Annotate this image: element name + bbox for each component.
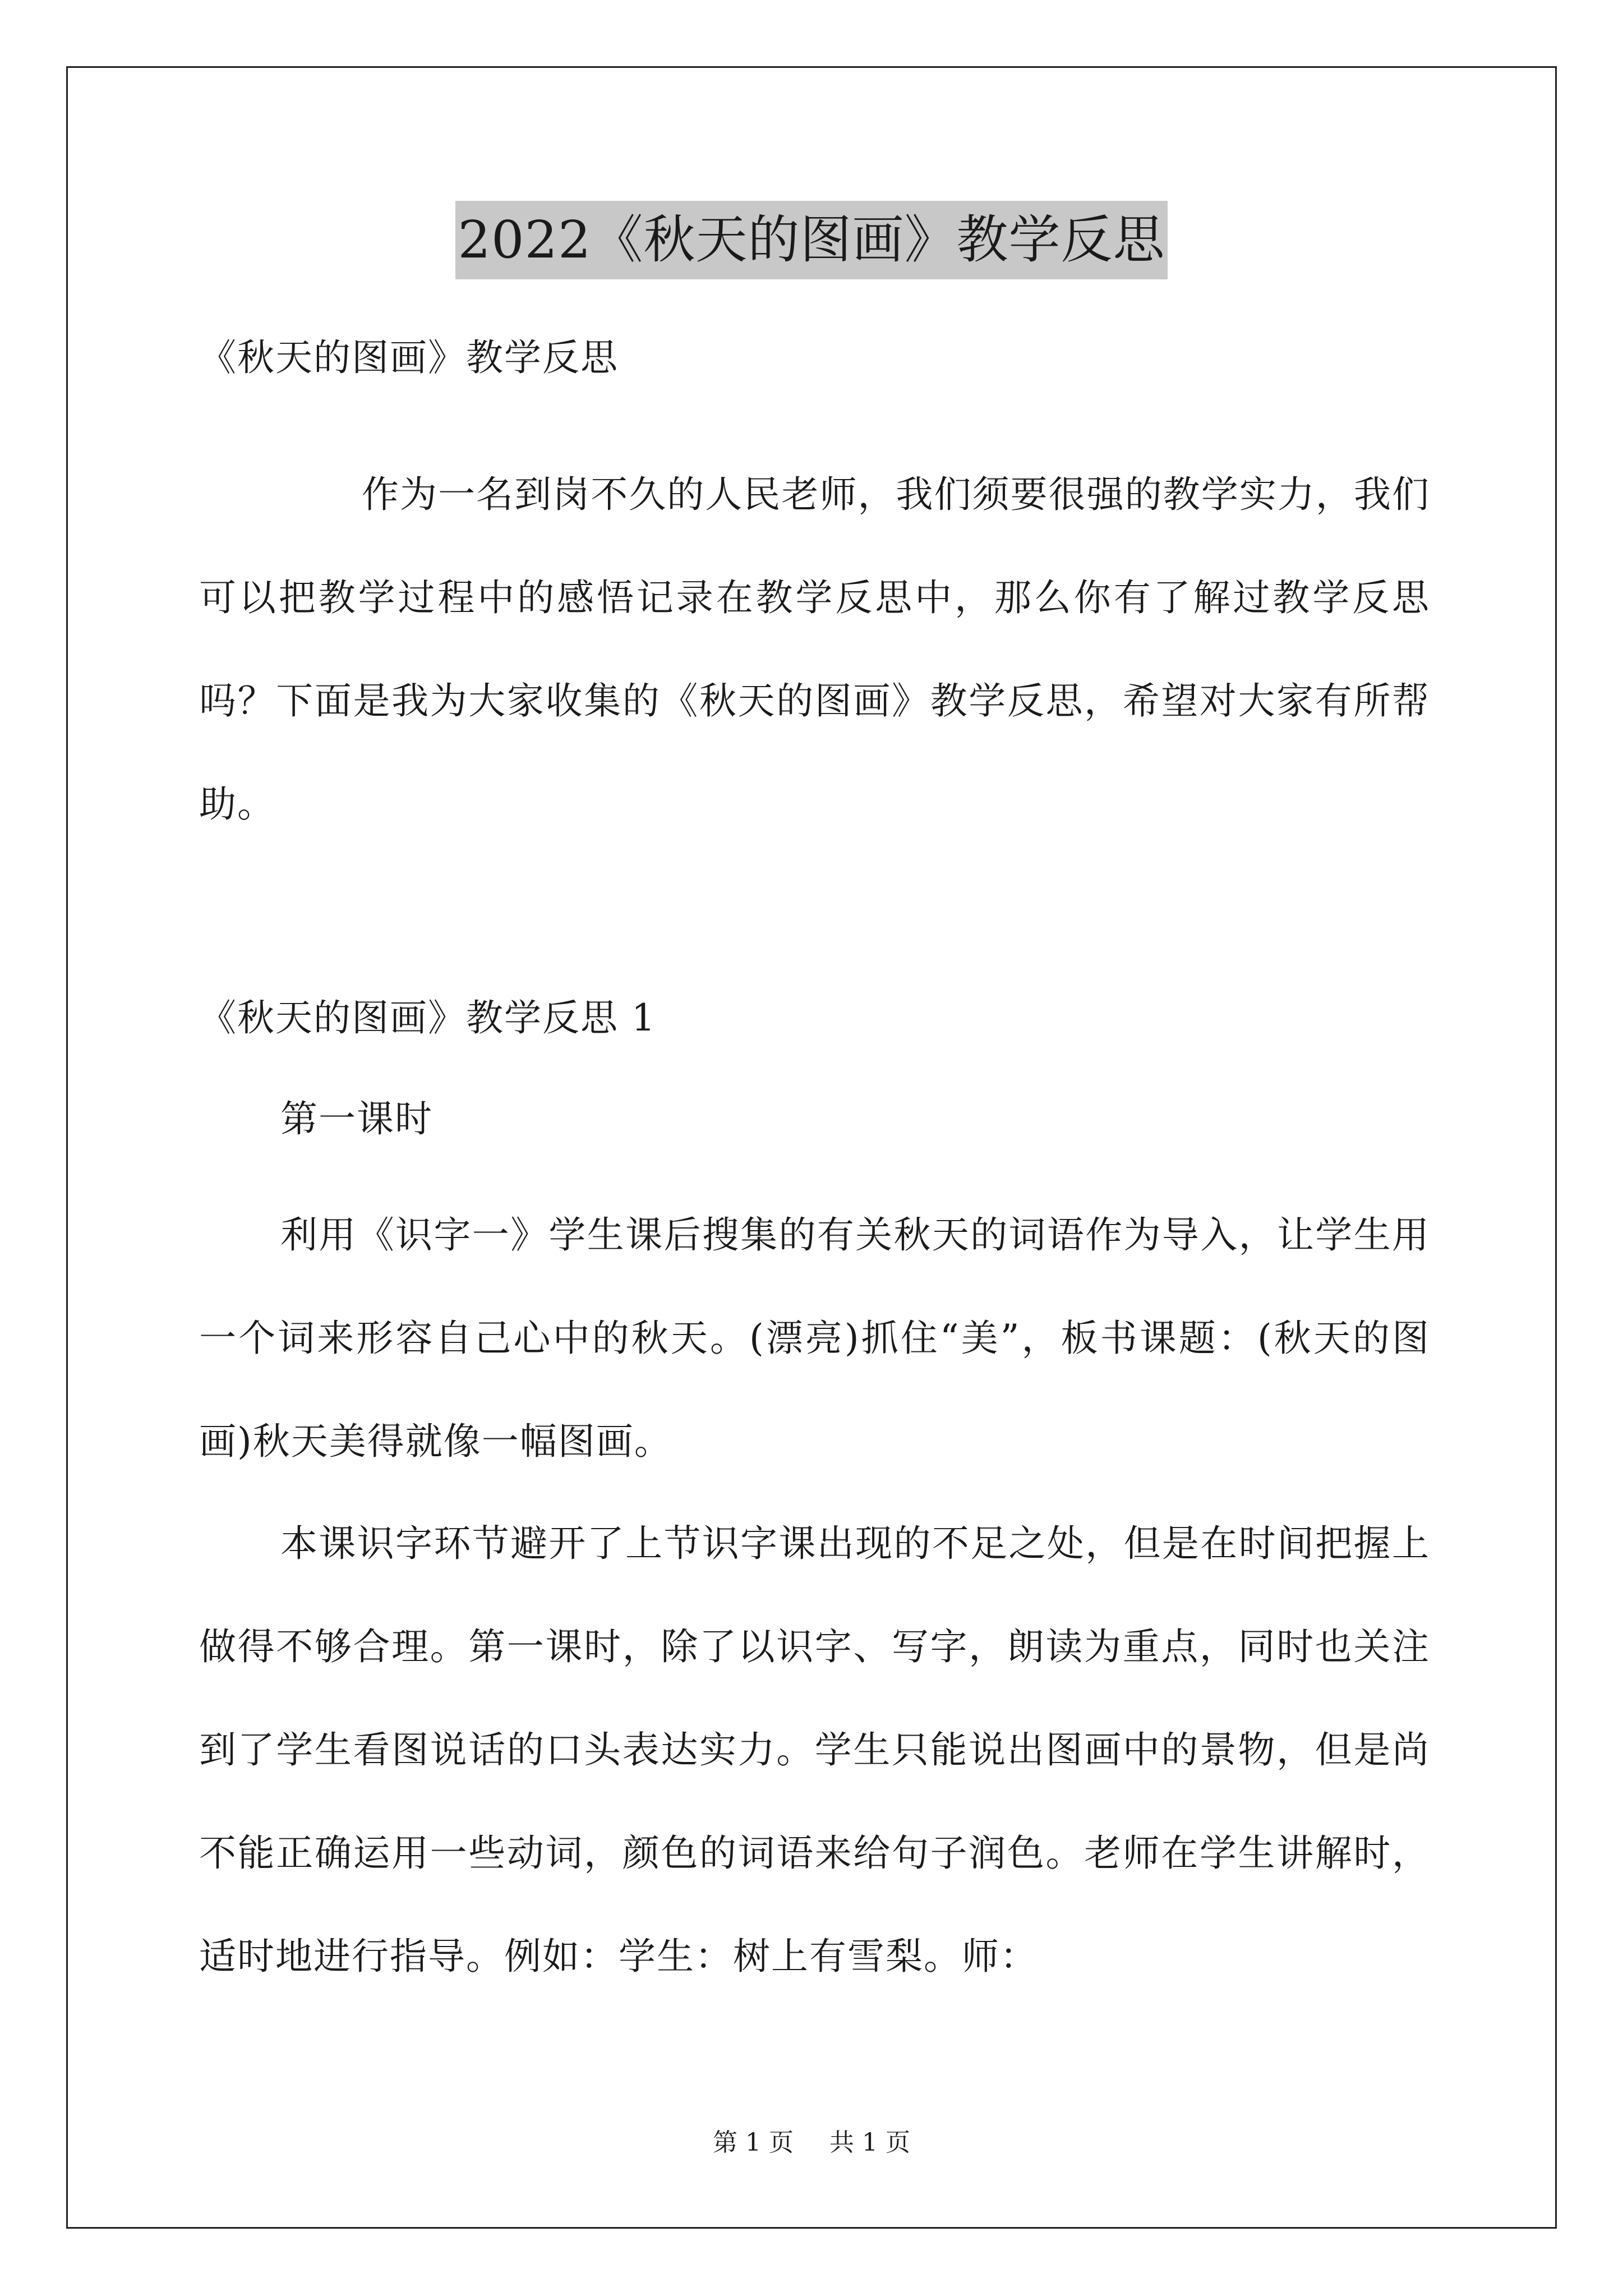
page-total: 共 1 页 (829, 2128, 910, 2157)
body-paragraph: 本课识字环节避开了上节识字课出现的不足之处，但是在时间把握上做得不够合理。第一课时，除了以识字、写字，朗读为重点，同时也关注到了学生看图说话的口头表达实力。学生只能说出图画中的景物，但是尚不能正确运用一些动词，颜色的词语来给句子润色。老师在学生讲解时，适时地进行指导。例如：学生：树上有雪梨。师： (199, 1522, 1430, 1978)
lesson-label: 第一课时 (280, 1097, 433, 1140)
document-subtitle: 《秋天的图画》教学反思 (199, 336, 619, 379)
title-container (0, 201, 1623, 279)
page-footer (0, 2126, 1623, 2160)
page-number: 第 1 页 (713, 2128, 794, 2157)
section-heading: 《秋天的图画》教学反思 1 (199, 996, 656, 1039)
body-paragraph: 利用《识字一》学生课后搜集的有关秋天的词语作为导入，让学生用一个词来形容自己心中的秋天。(漂亮)抓住“美”，板书课题：(秋天的图画)秋天美得就像一幅图画。 (199, 1213, 1430, 1463)
document-title: 2022《秋天的图画》教学反思 (455, 201, 1167, 279)
intro-paragraph: 作为一名到岗不久的人民老师，我们须要很强的教学实力，我们可以把教学过程中的感悟记录在教学反思中，那么你有了解过教学反思吗？下面是我为大家收集的《秋天的图画》教学反思，希望对大家有所帮助。 (199, 473, 1430, 826)
